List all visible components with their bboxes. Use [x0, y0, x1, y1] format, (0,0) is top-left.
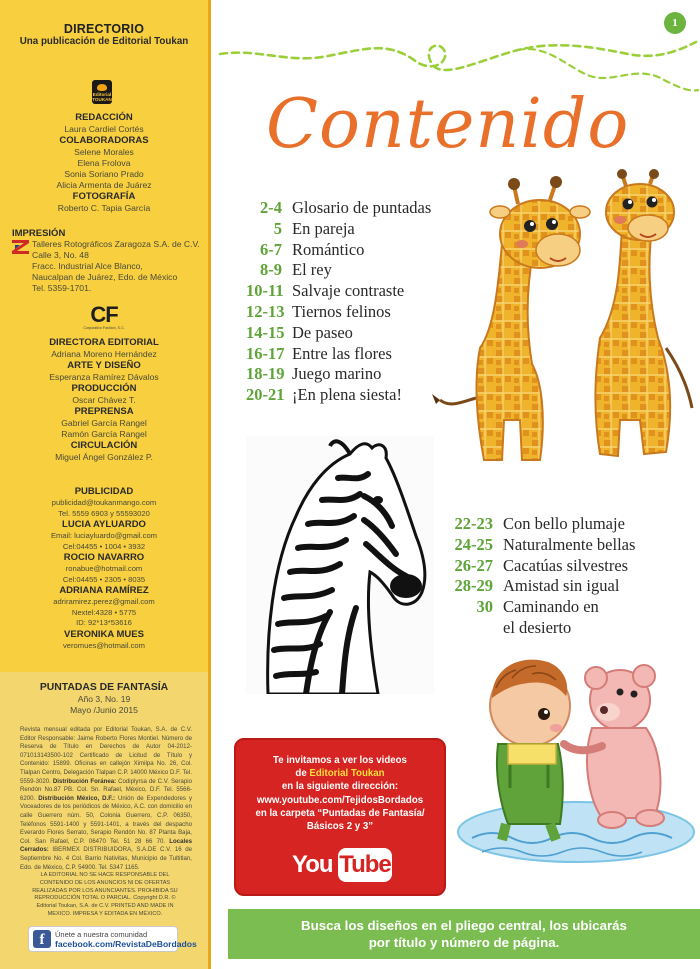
toc-row[interactable] — [246, 260, 431, 281]
youtube-url-link[interactable]: www.youtube.com/TejidosBordados — [256, 794, 424, 806]
contact-line: Cel:04455 • 2305 • 8035 — [62, 574, 146, 584]
toc-row[interactable] — [246, 344, 431, 365]
publicidad-email: publicidad@toukanmango.com — [51, 498, 157, 507]
dist-foranea-text: Codiplyrsa de C.V. Serapio Rendón No.87 PB. Col. Sn. Rafael, México, D.F. Tel. 5566-6200. — [20, 777, 192, 802]
magazine-info — [0, 682, 208, 716]
table-of-contents-first — [246, 198, 431, 406]
toc-pages: 14-15 — [246, 322, 285, 342]
toc-pages: 18-19 — [246, 364, 285, 384]
toc-row[interactable] — [246, 323, 431, 344]
toc-pages: 6-7 — [260, 239, 282, 259]
publicidad-phone: Tel. 5559 6903 y 55593020 — [58, 508, 150, 518]
footer-line-2: por título y número de página. — [368, 935, 560, 950]
staff-name: Miguel Ángel González P. — [55, 452, 153, 462]
toc-row-continuation — [447, 618, 635, 639]
dist-foranea-label: Distribución Foránea: — [52, 777, 117, 785]
impresion-line: Tel. 5359-1701. — [32, 283, 92, 293]
footer-line-1: Busca los diseños en el pliego central, los ubicarás — [301, 918, 627, 933]
magazine-name: PUNTADAS DE FANTASÍA — [39, 682, 169, 693]
fotografia-name: Roberto C. Tapia García — [57, 203, 151, 213]
impresion-line: Talleres Rotográficos Zaragoza S.A. de C.V. — [32, 239, 200, 249]
staff-name: Esperanza Ramírez Dávalos — [49, 372, 159, 382]
toc-title: Con bello plumaje — [503, 514, 625, 533]
toc-pages: 2-4 — [260, 198, 282, 217]
toc-row[interactable] — [246, 219, 431, 240]
staff-heading: PREPRENSA — [74, 406, 134, 417]
youtube-logo-tube: Tube — [338, 848, 392, 882]
contact-heading: ADRIANA RAMÍREZ — [59, 585, 149, 596]
toc-title: Amistad sin igual — [503, 576, 620, 596]
giraffes-embroidery-image — [422, 168, 700, 468]
publicidad-section — [0, 486, 208, 651]
toc-title: En pareja — [292, 218, 355, 238]
locales-label: Locales Cerrados: — [20, 837, 192, 854]
impresion-line: Calle 3, No. 48 — [32, 250, 89, 260]
toc-title: Salvaje contraste — [292, 281, 405, 301]
colaboradoras-heading: COLABORADORAS — [59, 135, 149, 146]
contact-line: ID: 92*13*53616 — [76, 618, 132, 627]
toc-title: el desierto — [503, 617, 572, 637]
toc-title: ¡En plena siesta! — [292, 385, 402, 405]
toc-pages: 24-25 — [454, 534, 493, 554]
video-brand-name: Editorial Toukan — [309, 768, 385, 780]
legal-paragraph: Revista mensual editada por Editorial Toukan, S.A. de C.V. Editor Responsable: Jaime Roberto Flores Montiel. Número de Reserva de Título en Derechos de Autor 04-2012-071013143500-102 Certificado de Licitud de Título y Contenido: 15899. Oficinas en callejón Ximilpa No. 26, Col. Tlalpan Centro, Delegación Tlalpan C.P. 14000 México D.F. Tel. 5559-3020. — [20, 726, 192, 785]
toc-row[interactable] — [447, 597, 635, 618]
toc-row[interactable] — [447, 535, 635, 556]
cf-logo — [70, 304, 138, 330]
colaboradora-name: Selene Morales — [74, 147, 134, 157]
zaragoza-logo-icon — [12, 240, 29, 254]
video-promo-box — [234, 738, 446, 896]
toc-pages: 20-21 — [246, 385, 285, 405]
toc-pages: 8-9 — [260, 260, 282, 280]
staff-name: Oscar Chávez T. — [72, 395, 136, 405]
publicidad-heading: PUBLICIDAD — [74, 486, 134, 497]
impresion-section — [12, 228, 208, 294]
contact-line: veromues@hotmail.com — [63, 640, 145, 650]
contact-line: ronabue@hotmail.com — [65, 564, 143, 573]
magazine-date: Mayo /Junio 2015 — [70, 705, 138, 715]
toc-title: Tiernos felinos — [292, 301, 391, 321]
staff-heading: CIRCULACIÓN — [70, 440, 138, 451]
redaccion-name: Laura Cardiel Cortés — [64, 124, 144, 134]
toc-row[interactable] — [246, 281, 431, 302]
toc-pages: 16-17 — [246, 343, 285, 363]
magazine-issue: Año 3, No. 19 — [77, 694, 131, 704]
toc-title: Glosario de puntadas — [292, 198, 432, 217]
video-folder-text: en la carpeta “Puntadas de Fantasía/ — [255, 807, 425, 819]
toc-row[interactable] — [447, 576, 635, 597]
contact-line: Cel:04455 • 1004 • 3932 — [62, 541, 146, 551]
boy-and-bear-embroidery-image — [452, 648, 700, 866]
legal-text — [20, 726, 192, 872]
toc-title: Cacatúas silvestres — [503, 555, 629, 575]
contact-heading: ROCIO NAVARRO — [63, 552, 145, 563]
fotografia-heading: FOTOGRAFÍA — [72, 191, 136, 202]
footer-banner — [228, 909, 700, 959]
toukan-logo-icon — [92, 80, 112, 104]
facebook-invite: Únete a nuestra comunidad — [55, 930, 148, 939]
toc-title: Juego marino — [292, 364, 382, 384]
disclaimer-text: LA EDITORIAL NO SE HACE RESPONSABLE DEL CONTENIDO DE LOS ANUNCIOS NI DE OFERTAS REALIZADAS POR LOS ANUNCIANTES. PROHIBIDA SU REPRODUCCIÓN TOTAL O PARCIAL. Copyright D.R. © Editorial Toukan, S.A. de C.V. PRINTED AND MADE IN MEXICO. IMPRESA Y EDITADA EN MÉXICO. — [32, 872, 178, 917]
toc-row[interactable] — [246, 198, 431, 219]
toc-title: De paseo — [292, 322, 353, 342]
colaboradora-name: Elena Frolova — [77, 158, 131, 168]
toc-pages: 22-23 — [454, 514, 493, 533]
youtube-logo-you: You — [292, 851, 333, 878]
video-brand-line — [236, 767, 444, 780]
video-folder-name: Básicos 2 y 3” — [306, 821, 374, 833]
impresion-heading: IMPRESIÓN — [12, 228, 66, 239]
staff-heading: ARTE Y DISEÑO — [67, 360, 141, 371]
colaboradora-name: Alicia Armenta de Juárez — [56, 180, 152, 190]
staff-name: Ramón García Rangel — [61, 429, 147, 439]
toc-pages: 10-11 — [246, 281, 284, 301]
contact-heading: VERONIKA MUES — [64, 628, 144, 640]
impresion-line: Fracc. Industrial Alce Blanco, — [32, 261, 143, 271]
staff-name: Gabriel García Rangel — [61, 418, 147, 428]
toukan-logo-text: Editorial TOUKAN — [92, 92, 112, 102]
contact-heading: LUCIA AYLUARDO — [62, 519, 146, 530]
video-brand-prefix: de — [295, 768, 310, 780]
toc-row[interactable] — [246, 240, 431, 261]
toc-title: Naturalmente bellas — [503, 534, 636, 554]
dist-df-text: Unión de Expendedores y Voceadores de los periódicos de México, A.C. con domicilio en calle Guerrero núm. 50, Colonia Guerrero, C.P. 06350, Teléfonos 5591-1400 y 5591-1401, a través del despacho Everardo Flores Serrato, Serapio Rendón No. 87 Planta Baja, Col. San Rafael, C.P. 06470 Tel. 51 28 66 70. — [20, 794, 192, 845]
toc-row[interactable] — [246, 302, 431, 323]
page-number: 1 — [664, 12, 686, 34]
table-of-contents-second — [447, 514, 635, 639]
facebook-url: facebook.com/RevistaDeBordados — [55, 939, 197, 949]
zebra-embroidery-image — [246, 436, 434, 694]
facebook-icon: f — [33, 930, 51, 948]
toc-row[interactable] — [246, 385, 431, 406]
video-invite-text: Te invitamos a ver los videos — [273, 755, 407, 766]
toc-row[interactable] — [447, 556, 635, 577]
dist-df-label: Distribución México, D.F.: — [38, 794, 115, 802]
toc-title: Entre las flores — [292, 343, 392, 363]
cf-logo-subtitle: Corporativo Fashion, S.C. — [83, 326, 125, 330]
contact-line: Nextel:4328 • 5775 — [71, 607, 137, 617]
toc-title: El rey — [292, 260, 332, 280]
locales-text: IBERMEX DISTRIBUIDORA, S.A.DE C.V. 16 de Septiembre No. 4 Col. Barrio Nativitas, Municipio de Tultitlan, Edo. de México, C.P. 54900. Tel. 5347 1165. — [20, 846, 192, 871]
toc-pages: 30 — [476, 597, 493, 617]
toc-pages: 26-27 — [454, 555, 493, 575]
staff-heading: PRODUCCIÓN — [71, 383, 137, 394]
directory-subtitle: Una publicación de Editorial Toukan — [19, 36, 189, 47]
redaccion-heading: REDACCIÓN — [75, 112, 133, 123]
impresion-line: Naucalpan de Juárez, Edo. de México — [32, 272, 178, 282]
toc-pages: 12-13 — [246, 301, 285, 321]
toc-title: Romántico — [292, 239, 365, 259]
facebook-link[interactable] — [28, 926, 197, 952]
staff-name: Adriana Moreno Hernández — [51, 349, 157, 359]
toc-title: Caminando en — [503, 597, 599, 617]
contact-line: adriramirez.perez@gmail.com — [53, 597, 155, 606]
staff-section — [0, 337, 208, 463]
toc-pages: 28-29 — [454, 576, 493, 596]
toc-row[interactable] — [246, 364, 431, 385]
directory-sidebar — [0, 0, 211, 969]
youtube-logo-icon[interactable] — [288, 848, 396, 882]
page-title: Contenido — [266, 85, 630, 164]
toc-row[interactable] — [447, 514, 635, 535]
cf-logo-mark: CF — [90, 302, 118, 327]
staff-heading: DIRECTORA EDITORIAL — [49, 337, 159, 348]
redaccion-section — [0, 112, 208, 214]
video-address-label: en la siguiente dirección: — [281, 781, 399, 793]
directory-title: DIRECTORIO — [63, 22, 145, 36]
colaboradora-name: Sonia Soriano Prado — [64, 169, 144, 179]
contact-line: Email: luciayluardo@gmail.com — [50, 531, 158, 540]
toc-pages: 5 — [273, 218, 282, 238]
toc-pages — [447, 618, 503, 639]
